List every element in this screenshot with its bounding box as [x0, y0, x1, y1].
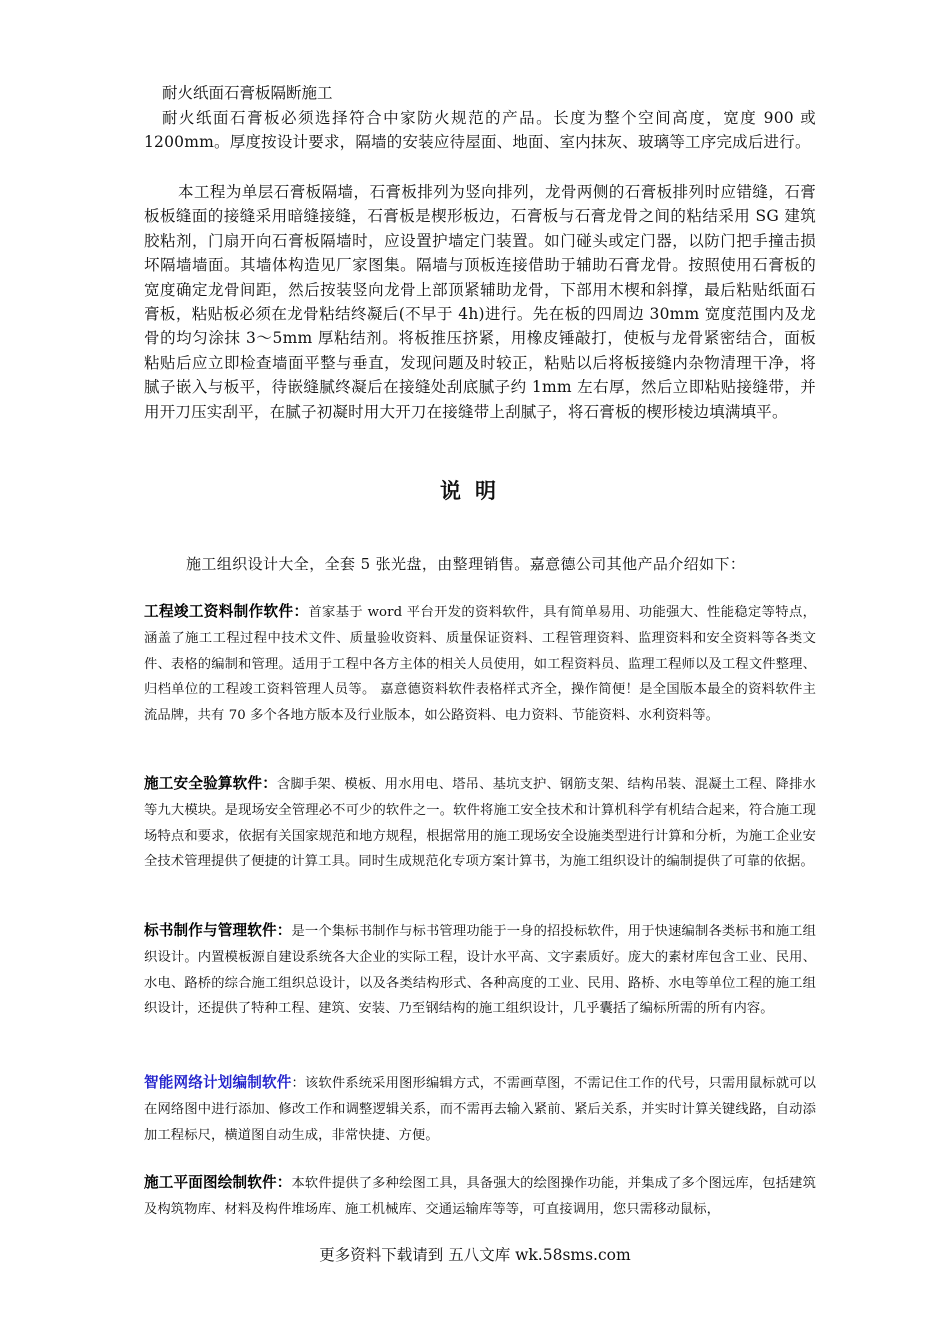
- product-desc: 是一个集标书制作与标书管理功能于一身的招投标软件，用于快速编制各类标书和施工组织设计。内置模板源自建设系统各大企业的实际工程，设计水平高、文字素质好。庞大的素材库包含工业、民用、水电、路桥的综合施工组织总设计，以及各类结构形式、各种高度的工业、民用、路桥、水电等单位工程的施工组织设计，还提供了特种工程、建筑、安装、乃至钢结构的施工组织设计，几乎囊括了编标所需的所有内容。: [144, 924, 816, 1017]
- product-name-link: 智能网络计划编制软件: [144, 1074, 292, 1091]
- product-desc: 含脚手架、模板、用水用电、塔吊、基坑支护、钢筋支架、结构吊装、混凝土工程、降排水等九大模块。是现场安全管理必不可少的软件之一。软件将施工安全技术和计算机科学有机结合起来，符合施工现场特点和要求，依据有关国家规范和地方规程，根据常用的施工现场安全设施类型进行计算和分析，为施工企业安全技术管理提供了便捷的计算工具。同时生成规范化专项方案计算书，为施工组织设计的编制提供了可靠的依据。: [144, 777, 817, 870]
- product-item: [144, 1170, 816, 1223]
- product-item: [144, 1070, 816, 1148]
- section-paragraph-1: 耐火纸面石膏板必须选择符合中家防火规范的产品。长度为整个空间高度，宽度 900 或 1200mm。厚度按设计要求，隔墙的安装应待屋面、地面、室内抹灰、玻璃等工序完成后进行。: [144, 109, 816, 152]
- notice-intro: 施工组织设计大全，全套 5 张光盘，由整理销售。嘉意德公司其他产品介绍如下：: [186, 555, 746, 573]
- product-desc: 首家基于 word 平台开发的资料软件，具有简单易用、功能强大、性能稳定等特点，涵盖了施工工程过程中技术文件、质量验收资料、质量保证资料、工程管理资料、监理资料和安全资料等各类文件、表格的编制和管理。适用于工程中各方主体的相关人员使用，如工程资料员、监理工程师以及工程文件整理、归档单位的工程竣工资料管理人员等。 嘉意德资料软件表格样式齐全，操作简便！是全国版本最全的资料软件主流品牌，共有 70 多个各地方版本及行业版本，如公路资料、电力资料、节能资料、水利资料等。: [144, 605, 816, 724]
- product-item: [144, 771, 816, 875]
- product-name: 工程竣工资料制作软件：: [144, 603, 309, 620]
- notice-title: 说明: [440, 478, 510, 503]
- section-paragraph-2: 本工程为单层石膏板隔墙，石膏板排列为竖向排列，龙骨两侧的石膏板排列时应错缝，石膏板板缝面的接缝采用暗缝接缝，石膏板是楔形板边，石膏板与石膏龙骨之间的粘结采用 SG 建筑胶粘剂，门扇开向石膏板隔墙时，应设置护墙定门装置。如门碰头或定门器，以防门把手撞击损坏隔墙墙面。其墙体构造见厂家图集。隔墙与顶板连接借助于辅助石膏龙骨。按照使用石膏板的宽度确定龙骨间距，然后按装竖向龙骨上部顶紧辅助龙骨，下部用木楔和斜撑，最后粘贴纸面石膏板，粘贴板必须在龙骨粘结终凝后(不早于 4h)进行。先在板的四周边 30mm 宽度范围内及龙骨的均匀涂抹 3～5mm 厚粘结剂。将板推压挤紧，用橡皮锤敲打，使板与龙骨紧密结合，面板粘贴后应立即检查墙面平整与垂直，发现问题及时较正，粘贴以后将板接缝内杂物清理干净，将腻子嵌入与板平，待嵌缝腻终凝后在接缝处刮底腻子约 1mm 左右厚，然后立即粘贴接缝带，并用开刀压实刮平，在腻子初凝时用大开刀在接缝带上刮腻子，将石膏板的楔形棱边填满填平。: [144, 183, 816, 421]
- product-desc: 本软件提供了多种绘图工具，具备强大的绘图操作功能，并集成了多个图远库，包括建筑及构筑物库、材料及构件堆场库、施工机械库、交通运输库等等，可直接调用，您只需移动鼠标，: [144, 1176, 816, 1217]
- page-footer: 更多资料下载请到 五八文库 wk.58sms.com: [319, 1246, 631, 1264]
- section-heading: 耐火纸面石膏板隔断施工: [162, 84, 333, 102]
- product-name: 施工安全验算软件：: [144, 775, 277, 792]
- product-name: 施工平面图绘制软件：: [144, 1174, 292, 1191]
- product-item: [144, 599, 816, 729]
- product-name: 标书制作与管理软件：: [144, 922, 292, 939]
- product-item: [144, 918, 816, 1022]
- product-desc: ：该软件系统采用图形编辑方式，不需画草图，不需记住工作的代号，只需用鼠标就可以在网络图中进行添加、修改工作和调整逻辑关系，而不需再去输入紧前、紧后关系，并实时计算关键线路，自动添加工程标尺，横道图自动生成，非常快捷、方便。: [144, 1076, 816, 1143]
